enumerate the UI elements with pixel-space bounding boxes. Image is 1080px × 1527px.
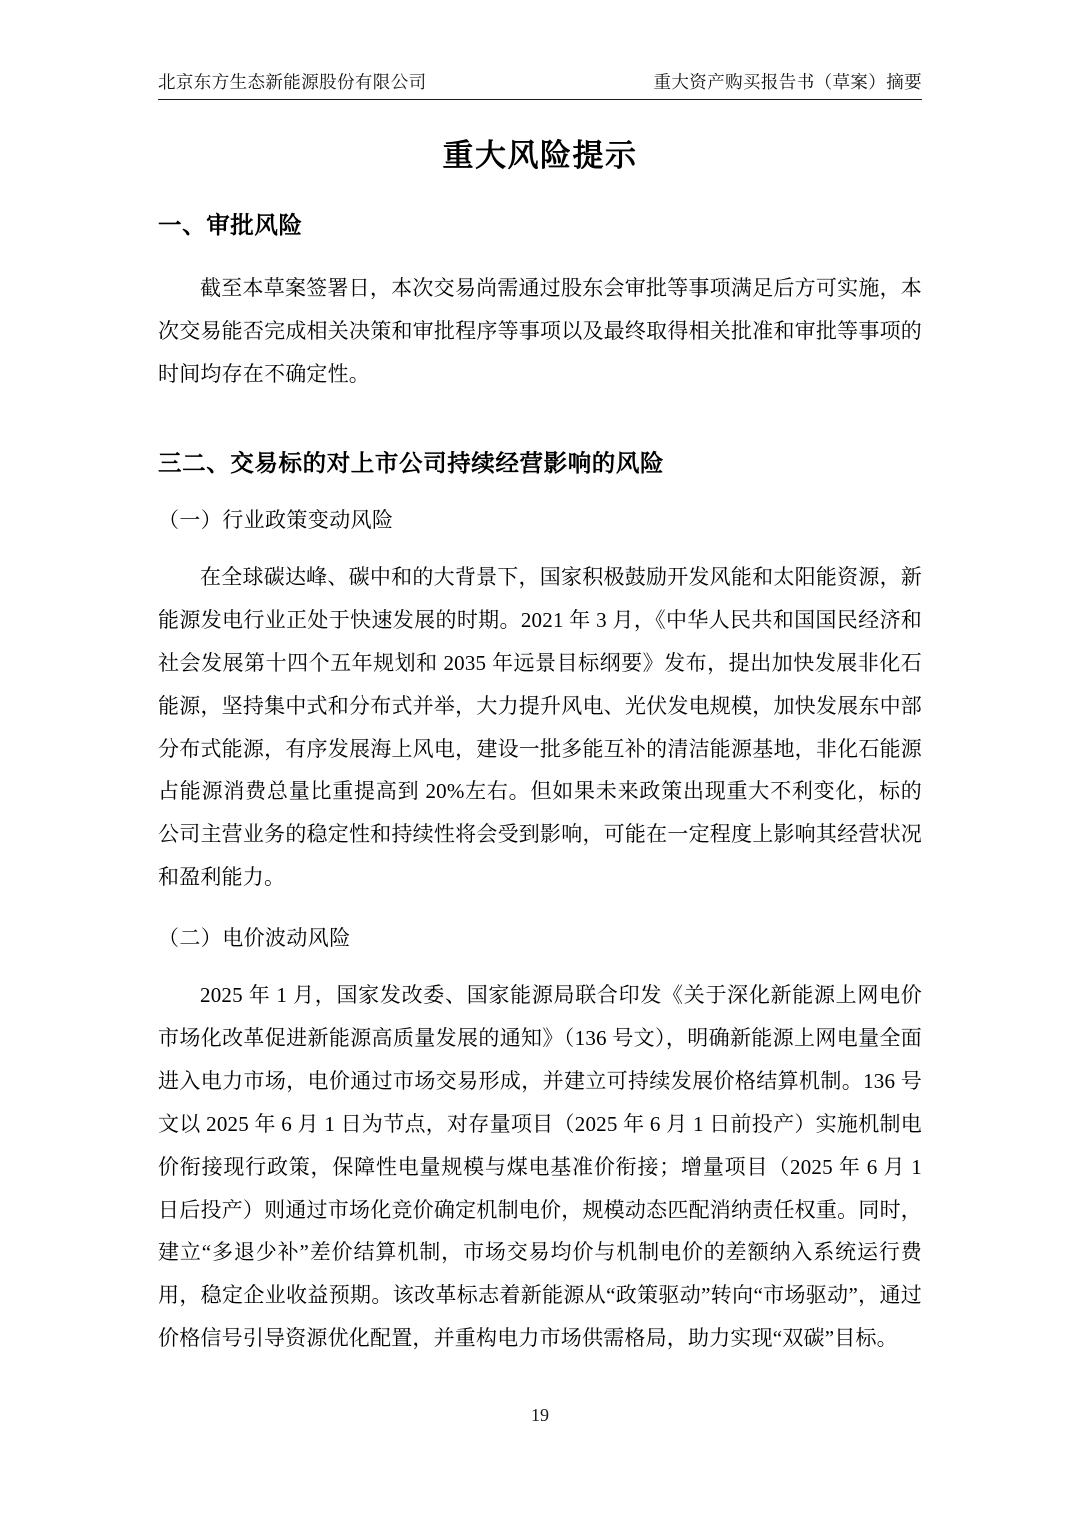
page-number: 19 xyxy=(531,1405,549,1425)
paragraph-electricity-price-risk: 2025 年 1 月，国家发改委、国家能源局联合印发《关于深化新能源上网电价市场化改革促进新能源高质量发展的通知》（136 号文），明确新能源上网电量全面进入电力市场，电价通过市场交易形成，并建立可持续发展价格结算机制。136 号文以 2025 年 6 月 1 日为节点，对存量项目（2025 年 6 月 1 日前投产）实施机制电价衔接现行政策，保障性电量规模与煤电基准价衔接；增量项目（2025 年 6 月 1 日后投产）则通过市场化竞价确定机制电价，规模动态匹配消纳责任权重。同时，建立“多退少补”差价结算机制，市场交易均价与机制电价的差额纳入系统运行费用，稳定企业收益预期。该改革标志着新能源从“政策驱动”转向“市场驱动”，通过价格信号引导资源优化配置，并重构电力市场供需格局，助力实现“双碳”目标。 xyxy=(158,983,922,1351)
header-report-title: 重大资产购买报告书（草案）摘要 xyxy=(653,72,922,92)
spacer xyxy=(158,402,922,420)
spacer xyxy=(158,964,922,974)
header-company-name: 北京东方生态新能源股份有限公司 xyxy=(158,72,427,92)
section-heading-approval-risk: 一、审批风险 xyxy=(158,210,303,239)
page-title: 重大风险提示 xyxy=(442,138,638,174)
subsection-heading-electricity-price-risk: （二）电价波动风险 xyxy=(158,925,351,950)
section-heading-operating-impact-risk: 三二、交易标的对上市公司持续经营影响的风险 xyxy=(158,448,665,477)
spacer xyxy=(158,546,922,556)
spacer xyxy=(158,257,922,267)
running-header xyxy=(158,72,922,100)
paragraph-approval-risk: 截至本草案签署日，本次交易尚需通过股东会审批等事项满足后方可实施，本次交易能否完成相关决策和审批程序等事项以及最终取得相关批准和审批等事项的时间均存在不确定性。 xyxy=(158,276,922,386)
document-body xyxy=(158,118,922,1366)
paragraph-industry-policy-risk: 在全球碳达峰、碳中和的大背景下，国家积极鼓励开发风能和太阳能资源，新能源发电行业正处于快速发展的时期。2021 年 3 月，《中华人民共和国国民经济和社会发展第十四个五年规划和 2035 年远景目标纲要》发布，提出加快发展非化石能源，坚持集中式和分布式并举，大力提升风电、光伏发电规模，加快发展东中部分布式能源，有序发展海上风电，建设一批多能互补的清洁能源基地，非化石能源占能源消费总量比重提高到 20%左右。但如果未来政策出现重大不利变化，标的公司主营业务的稳定性和持续性将会受到影响，可能在一定程度上影响其经营状况和盈利能力。 xyxy=(158,565,922,890)
subsection-heading-industry-policy-risk: （一）行业政策变动风险 xyxy=(158,507,394,532)
